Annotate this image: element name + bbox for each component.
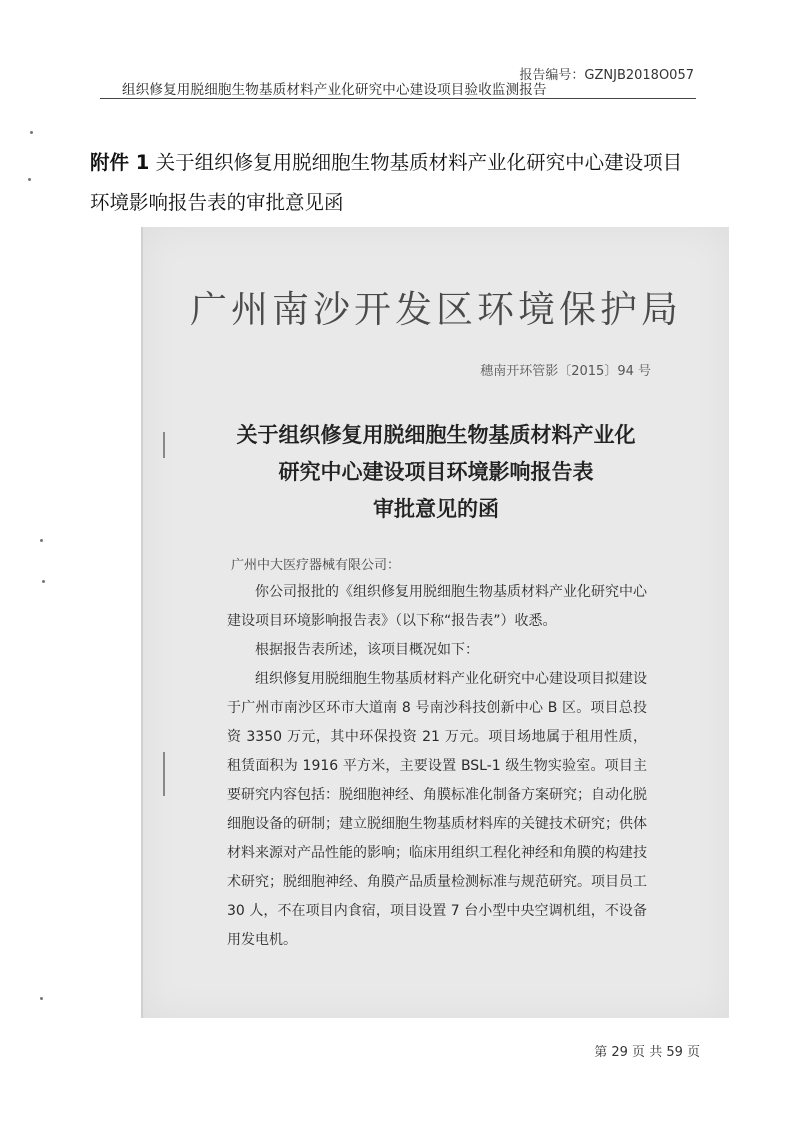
- attachment-title: [90, 143, 730, 223]
- letter-paragraph: 组织修复用脱细胞生物基质材料产业化研究中心建设项目拟建设于广州市南沙区环市大道南 8 号南沙科技创新中心 B 区。项目总投资 3350 万元，其中环保投资 21 万元。项目场地属于租用性质，租赁面积为 1916 平方米，主要设置 BSL-1 级生物实验室。项目主要研究内容包括：脱细胞神经、角膜标准化制备方案研究；自动化脱细胞设备的研制；建立脱细胞生物基质材料库的关键技术研究；供体材料来源对产品性能的影响；临床用组织工程化神经和角膜的构建技术研究；脱细胞神经、角膜产品质量检测标准与规范研究。项目员工 30 人，不在项目内食宿，项目设置 7 台小型中央空调机组，不设备用发电机。: [227, 671, 647, 948]
- margin-dot: [28, 178, 31, 181]
- margin-mark: [163, 432, 165, 458]
- header-title: 组织修复用脱细胞生物基质材料产业化研究中心建设项目验收监测报告: [122, 82, 547, 98]
- margin-dot: [42, 580, 45, 583]
- scanned-letter-image: [141, 227, 729, 1018]
- attachment-title-line1: 附件 1 关于组织修复用脱细胞生物基质材料产业化研究中心建设项目: [90, 151, 683, 174]
- margin-mark: [163, 752, 165, 796]
- letter-body: [227, 578, 647, 955]
- letter-paragraph: 你公司报批的《组织修复用脱细胞生物基质材料产业化研究中心建设项目环境影响报告表》（以下称“报告表”）收悉。: [227, 584, 647, 629]
- document-number: 穗南开环管影〔2015〕94 号: [480, 364, 651, 379]
- agency-letterhead: 广州南沙开发区环境保护局: [190, 288, 682, 331]
- letter-recipient: 广州中大医疗器械有限公司：: [231, 558, 401, 573]
- margin-dot: [30, 131, 33, 134]
- margin-dot: [40, 997, 43, 1000]
- attachment-title-line2: 环境影响报告表的审批意见函: [90, 191, 344, 214]
- margin-dot: [40, 539, 43, 542]
- letter-paragraph: 根据报告表所述，该项目概况如下：: [255, 642, 479, 658]
- header-rule: [100, 98, 696, 99]
- attachment-number: 附件 1: [90, 151, 150, 174]
- page-number: 第 29 页 共 59 页: [594, 1045, 700, 1060]
- report-number: 报告编号：GZNJB2018O057: [519, 68, 694, 83]
- letter-title: 关于组织修复用脱细胞生物基质材料产业化 研究中心建设项目环境影响报告表 审批意见的函: [236, 423, 636, 521]
